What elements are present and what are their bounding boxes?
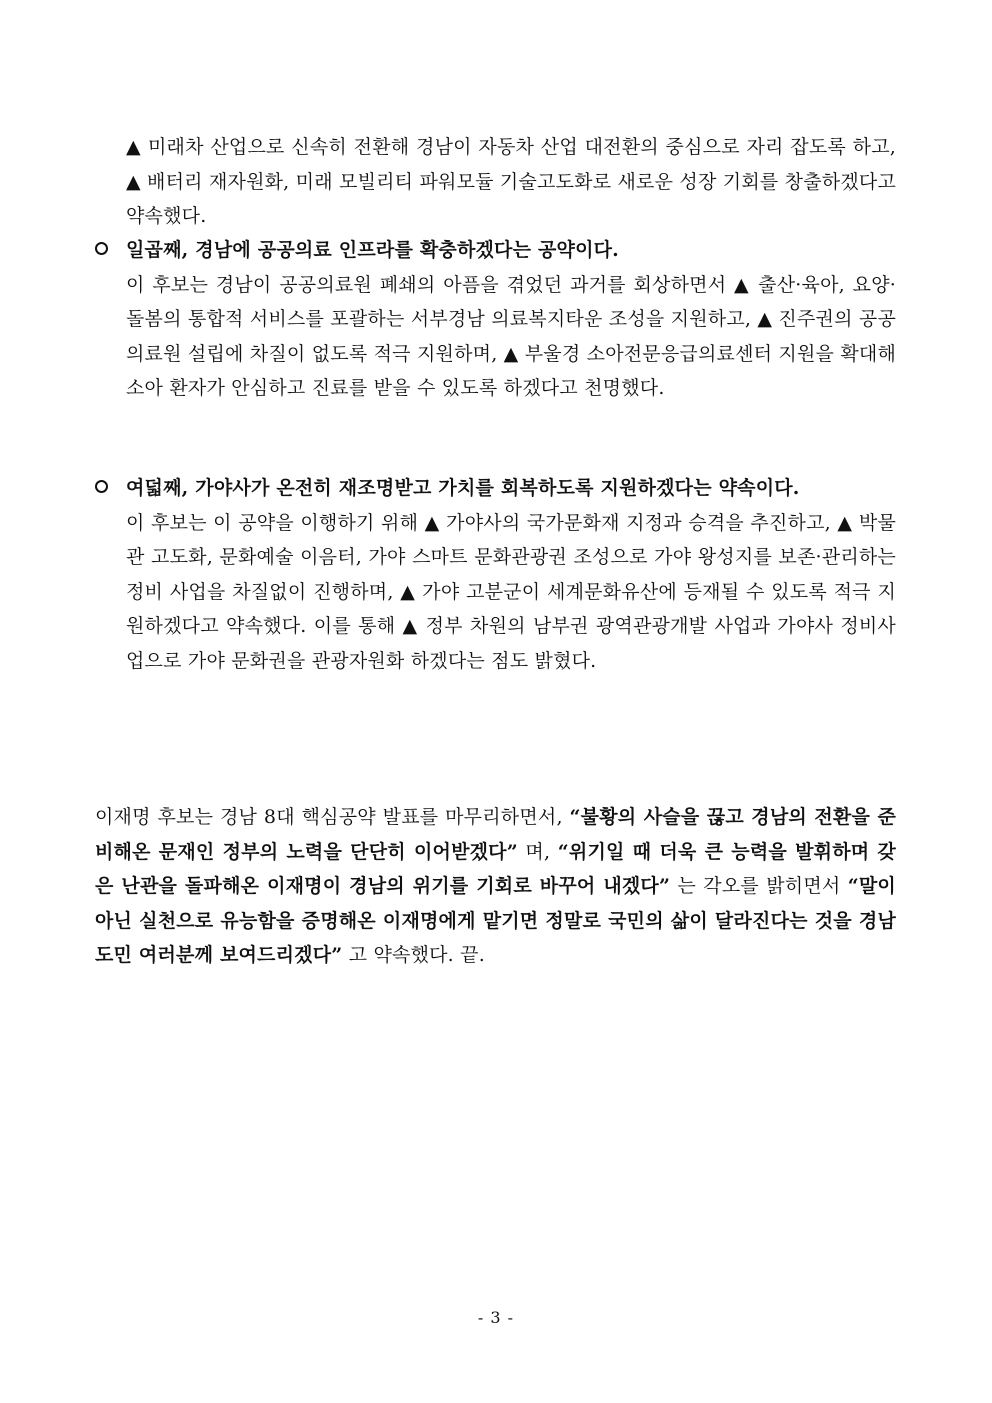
closing-text: 는 각오를 밝히면서 (670, 875, 848, 897)
pledge-heading (95, 471, 896, 506)
pledge-body: 이 후보는 이 공약을 이행하기 위해 ▲ 가야사의 국가문화재 지정과 승격을 추진하고, ▲ 박물관 고도화, 문화예술 이음터, 가야 스마트 문화관광권 조성으로 가야 왕성지를 보존·관리하는 정비 사업을 차질없이 진행하며, ▲ 가야 고분군이 세계문화유산에 등재될 수 있도록 적극 지원하겠다고 약속했다. 이를 통해 ▲ 정부 차원의 남부권 광역관광개발 사업과 가야사 정비사업으로 가야 문화권을 관광자원화 하겠다는 점도 밝혔다. (126, 511, 896, 672)
pledge-item-seventh (95, 233, 896, 406)
closing-text: 고 약속했다. 끝. (342, 944, 485, 966)
pledge-heading-text: 일곱째, 경남에 공공의료 인프라를 확충하겠다는 공약이다. (126, 239, 620, 261)
pledge-heading-text: 여덟째, 가야사가 온전히 재조명받고 가치를 회복하도록 지원하겠다는 약속이다. (126, 477, 800, 499)
closing-text: 이재명 후보는 경남 8대 핵심공약 발표를 마무리하면서, (95, 806, 570, 828)
closing-quote: “위기일 때 더욱 큰 능력을 발휘하며 갖은 난관을 돌파해온 이재명이 경남의 위기를 기회로 바꾸어 내겠다” (95, 840, 896, 897)
intro-paragraph: ▲ 미래차 산업으로 신속히 전환해 경남이 자동차 산업 대전환의 중심으로 자리 잡도록 하고, ▲ 배터리 재자원화, 미래 모빌리티 파워모듈 기술고도화로 새로운 성장 기회를 창출하겠다고 약속했다. (126, 136, 896, 227)
pledge-heading (95, 233, 896, 268)
closing-text: 며, (517, 840, 558, 863)
pledge-body: 이 후보는 경남이 공공의료원 폐쇄의 아픔을 겪었던 과거를 회상하면서 ▲ 출산·육아, 요양·돌봄의 통합적 서비스를 포괄하는 서부경남 의료복지타운 조성을 지원하고, ▲ 진주권의 공공의료원 설립에 차질이 없도록 적극 지원하며, ▲ 부울경 소아전문응급의료센터 지원을 확대해 소아 환자가 안심하고 진료를 받을 수 있도록 하겠다고 천명했다. (126, 273, 896, 399)
circle-bullet-icon (95, 242, 108, 255)
closing-quote: “말이 아닌 실천으로 유능함을 증명해온 이재명에게 맡기면 정말로 국민의 삶이 달라진다는 것을 경남도민 여러분께 보여드리겠다” (95, 875, 896, 966)
closing-quote: “불황의 사슬을 끊고 경남의 전환을 준비해온 문재인 정부의 노력을 단단히 이어받겠다” (95, 806, 896, 863)
circle-bullet-icon (95, 480, 108, 493)
pledge-item-eighth (95, 471, 896, 678)
page-number: - 3 - (477, 1308, 515, 1327)
closing-paragraph (95, 800, 896, 973)
